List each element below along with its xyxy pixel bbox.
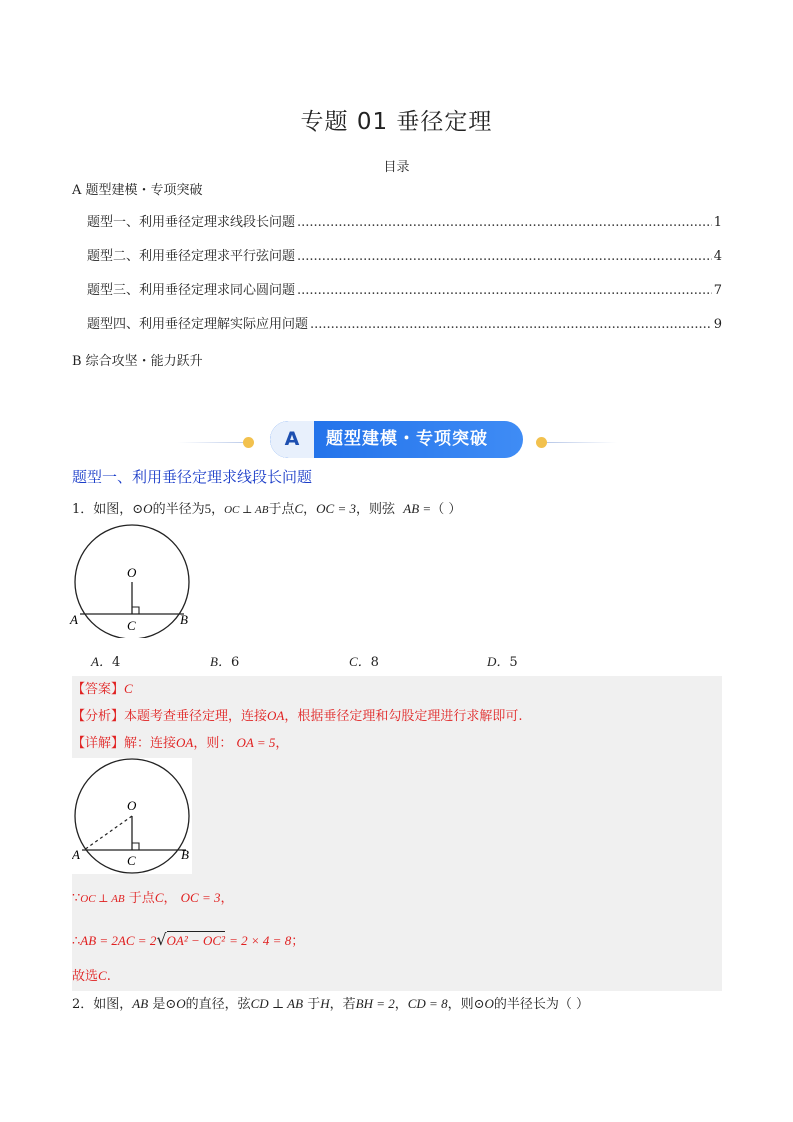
toc-leader bbox=[297, 249, 712, 264]
solution-figure bbox=[72, 758, 192, 874]
therefore-line: ∴AB = 2AC = 2√OA² − OC² = 2 × 4 = 8； bbox=[72, 930, 305, 949]
option-b[interactable]: B．6 bbox=[210, 654, 240, 670]
toc-item-page: 7 bbox=[713, 283, 722, 298]
toc-item[interactable] bbox=[87, 313, 722, 332]
banner-line-right bbox=[547, 442, 617, 443]
sqrt-symbol: √ bbox=[156, 930, 167, 949]
toc-item[interactable] bbox=[87, 245, 722, 264]
label-b: B bbox=[180, 612, 188, 627]
toc-item-label: 题型三、利用垂径定理求同心圆问题 bbox=[87, 283, 296, 298]
because-line: ∵OC ⊥ AB 于点C， OC = 3， bbox=[72, 890, 234, 906]
section-banner bbox=[270, 421, 523, 458]
toc-heading: 目录 bbox=[383, 160, 410, 175]
option-a[interactable]: A．4 bbox=[91, 654, 121, 670]
option-c[interactable]: C．8 bbox=[349, 654, 379, 670]
answer-line: 【答案】C bbox=[72, 681, 133, 697]
banner-line-left bbox=[178, 442, 250, 443]
choose-line: 故选C. bbox=[72, 968, 111, 984]
label-a: A bbox=[72, 847, 80, 862]
analysis-line: 【分析】本题考查垂径定理，连接OA，根据垂径定理和勾股定理进行求解即可. bbox=[72, 708, 523, 724]
toc-item-label: 题型二、利用垂径定理求平行弦问题 bbox=[87, 249, 296, 264]
toc-leader bbox=[297, 283, 712, 298]
banner-dot-left bbox=[243, 437, 254, 448]
type-one-title: 题型一、利用垂径定理求线段长问题 bbox=[72, 468, 313, 486]
banner-text: 题型建模・专项突破 bbox=[326, 429, 488, 449]
toc-item-label: 题型一、利用垂径定理求线段长问题 bbox=[87, 215, 296, 230]
label-a: A bbox=[70, 612, 78, 627]
toc-item[interactable] bbox=[87, 211, 722, 230]
toc-item-page: 4 bbox=[713, 249, 722, 264]
toc-section-b[interactable]: B 综合攻坚・能力跃升 bbox=[72, 354, 203, 369]
page-title: 专题 01 垂径定理 bbox=[300, 109, 493, 135]
toc-item-label: 题型四、利用垂径定理解实际应用问题 bbox=[87, 317, 309, 332]
label-b: B bbox=[181, 847, 189, 862]
question-2-stem: 2．如图，AB 是⊙O的直径，弦CD ⊥ AB 于H，若BH = 2，CD = 8，则⊙O的半径长为（ ） bbox=[72, 996, 590, 1012]
toc-section-a[interactable]: A 题型建模・专项突破 bbox=[72, 183, 203, 198]
label-c: C bbox=[127, 853, 136, 868]
detail-line: 【详解】解：连接OA，则： OA = 5， bbox=[72, 735, 289, 751]
toc-item-page: 9 bbox=[713, 317, 722, 332]
label-c: C bbox=[127, 618, 136, 633]
toc-leader bbox=[297, 215, 712, 230]
banner-dot-right bbox=[536, 437, 547, 448]
toc-leader bbox=[310, 317, 712, 332]
option-d[interactable]: D．5 bbox=[487, 654, 518, 670]
question-1-figure bbox=[68, 520, 196, 638]
label-o: O bbox=[127, 565, 137, 580]
toc-item-page: 1 bbox=[713, 215, 722, 230]
toc-item[interactable] bbox=[87, 279, 722, 298]
question-1-stem: 1．如图，⊙O的半径为5，OC ⊥ AB于点C，OC = 3，则弦 AB =（ ） bbox=[72, 501, 462, 517]
right-angle-mark bbox=[132, 607, 139, 614]
label-o: O bbox=[127, 798, 137, 813]
banner-letter: A bbox=[284, 428, 300, 450]
